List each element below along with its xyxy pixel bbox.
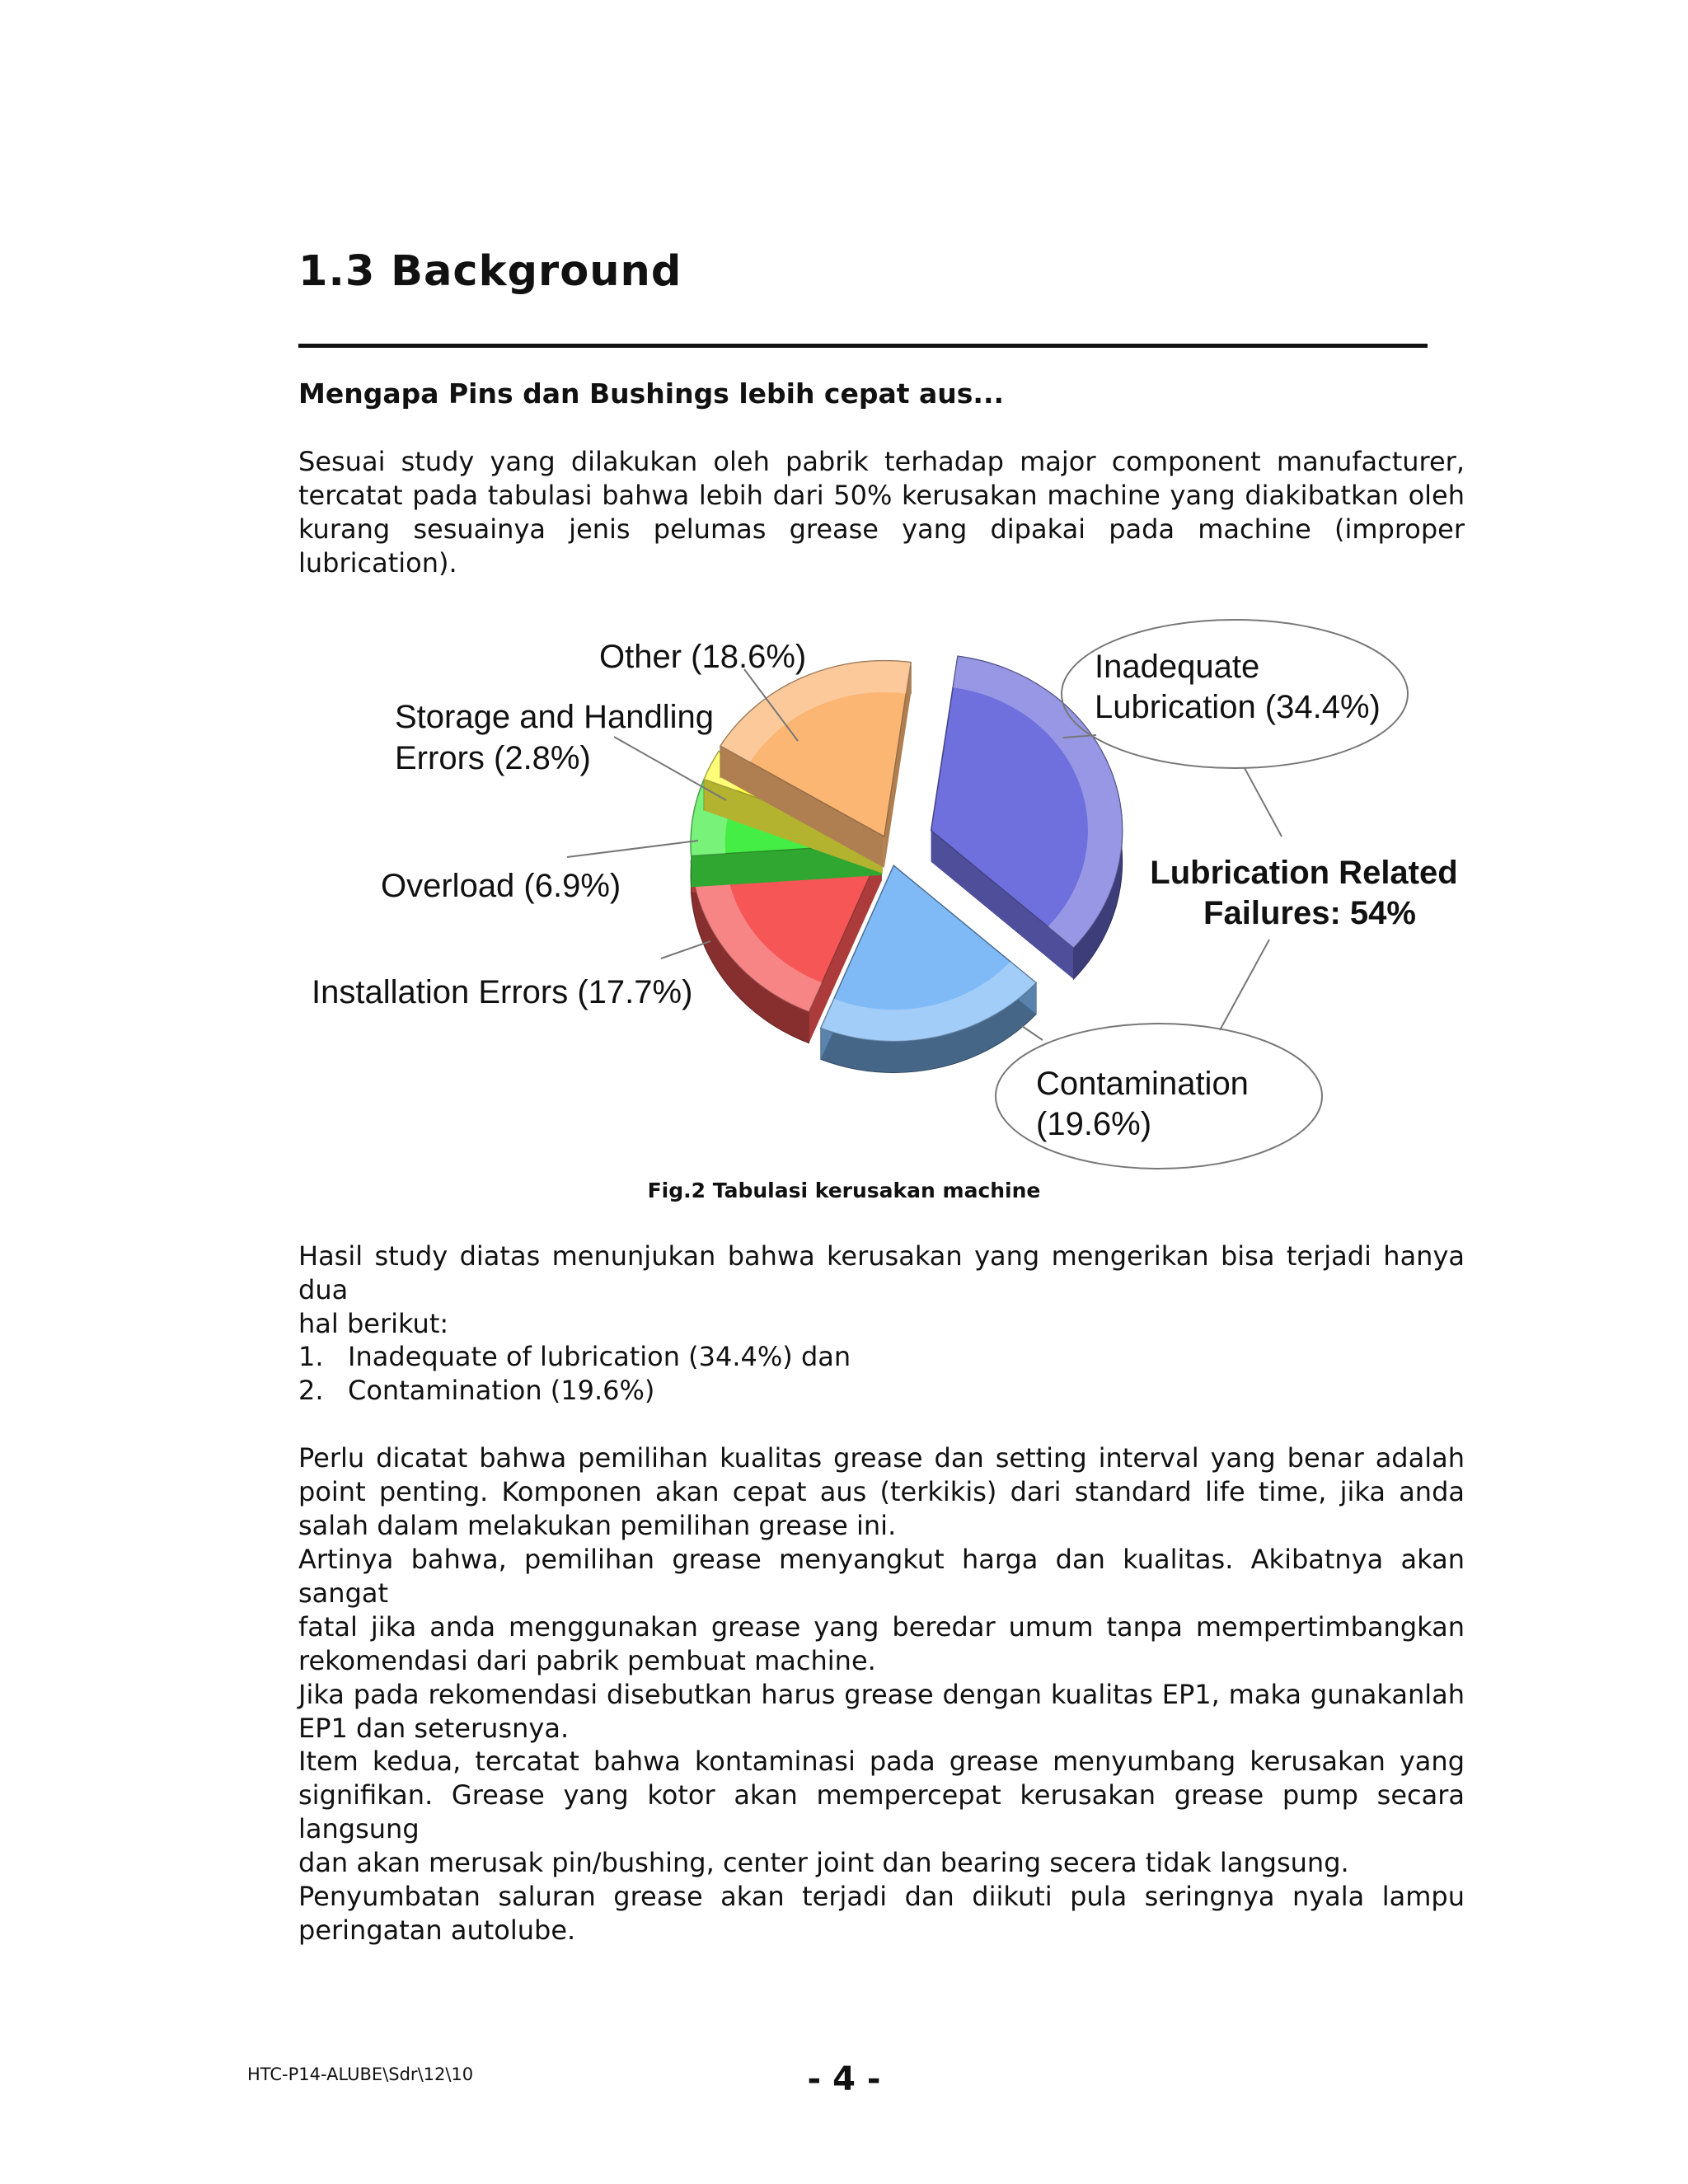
leader-line	[1220, 940, 1269, 1030]
label-inadequate: Lubrication (34.4%)	[1095, 689, 1381, 725]
para-line: EP1 dan seterusnya.	[298, 1713, 570, 1744]
label-contamination: (19.6%)	[1036, 1106, 1152, 1142]
list-item: 2. Contamination (19.6%)	[298, 1375, 655, 1406]
para-line: dan akan merusak pin/bushing, center joint dan bearing secera tidak langsung.	[298, 1847, 1349, 1878]
label-storage: Errors (2.8%)	[395, 740, 591, 776]
summary-line: Hasil study diatas menunjukan bahwa kerusakan yang mengerikan bisa terjadi hanya dua	[298, 1240, 1465, 1305]
intro-line: tercatat pada tabulasi bahwa lebih dari 50% kerusakan machine yang diakibatkan oleh	[298, 480, 1465, 511]
summary-line: hal berikut:	[298, 1308, 449, 1339]
para-line: Perlu dicatat bahwa pemilihan kualitas grease dan setting interval yang benar adalah	[298, 1442, 1465, 1474]
para-line: peringatan autolube.	[298, 1915, 576, 1946]
para-line: Penyumbatan saluran grease akan terjadi dan diikuti pula seringnya nyala lampu	[298, 1881, 1465, 1912]
label-installation: Installation Errors (17.7%)	[312, 974, 693, 1010]
intro-line: Sesuai study yang dilakukan oleh pabrik terhadap major component manufacturer,	[298, 446, 1465, 477]
list-item: 1. Inadequate of lubrication (34.4%) dan	[298, 1341, 851, 1372]
paragraph-2	[298, 1441, 1465, 1746]
label-inadequate: Inadequate	[1095, 649, 1260, 685]
subheading: Mengapa Pins dan Bushings lebih cepat aus...	[298, 377, 1005, 410]
label-group: Failures: 54%	[1203, 895, 1416, 931]
intro-line: kurang sesuainya jenis pelumas grease yang dipakai pada machine (improper lubrication).	[298, 513, 1465, 579]
document-id: HTC-P14-ALUBE\Sdr\12\10	[247, 2064, 474, 2084]
para-line: point penting. Komponen akan cepat aus (terkikis) dari standard life time, jika anda	[298, 1476, 1465, 1507]
label-storage: Storage and Handling	[395, 699, 714, 735]
label-overload: Overload (6.9%)	[381, 868, 621, 904]
label-other: Other (18.6%)	[599, 639, 807, 675]
para-line: salah dalam melakukan pemilihan grease ini.	[298, 1510, 897, 1541]
para-line: Item kedua, tercatat bahwa kontaminasi pada grease menyumbang kerusakan yang	[298, 1746, 1465, 1777]
para-line: rekomendasi dari pabrik pembuat machine.	[298, 1645, 876, 1676]
para-line: Artinya bahwa, pemilihan grease menyangkut harga dan kualitas. Akibatnya akan sangat	[298, 1544, 1465, 1609]
label-group: Lubrication Related	[1150, 855, 1458, 891]
label-contamination: Contamination	[1036, 1066, 1249, 1102]
page-number: - 4 -	[807, 2060, 881, 2098]
summary-paragraph	[298, 1240, 1465, 1341]
para-line: signifikan. Grease yang kotor akan mempercepat kerusakan grease pump secara langsung	[298, 1779, 1465, 1844]
para-line: fatal jika anda menggunakan grease yang beredar umum tanpa mempertimbangkan	[298, 1611, 1465, 1643]
leader-line	[1245, 768, 1282, 837]
section-heading: 1.3 Background	[298, 247, 682, 296]
leader-line	[567, 841, 698, 857]
leader-line	[1022, 1026, 1043, 1040]
para-line: Jika pada rekomendasi disebutkan harus grease dengan kualitas EP1, maka gunakanlah	[298, 1679, 1465, 1710]
leader-line	[661, 941, 710, 958]
figure-caption: Fig.2 Tabulasi kerusakan machine	[647, 1179, 1041, 1202]
findings-list	[298, 1340, 851, 1408]
paragraph-3	[298, 1745, 1465, 1947]
